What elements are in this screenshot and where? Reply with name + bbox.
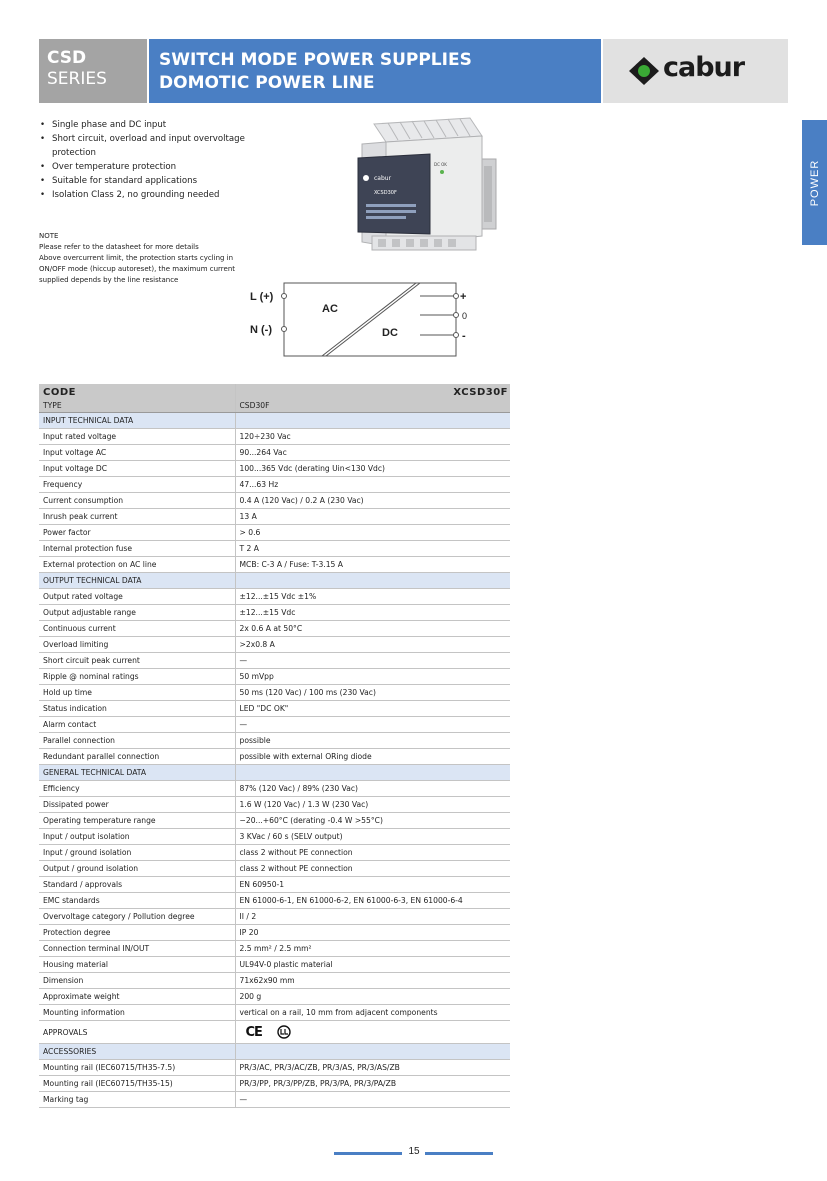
table-row (39, 589, 510, 605)
table-row (39, 989, 510, 1005)
row-value: possible (235, 733, 510, 749)
table-row (39, 733, 510, 749)
row-value: ±12...±15 Vdc ±1% (235, 589, 510, 605)
spec-table (39, 384, 510, 1108)
row-value: — (235, 717, 510, 733)
section-title: INPUT TECHNICAL DATA (39, 413, 235, 429)
table-row (39, 781, 510, 797)
approvals-row (39, 1021, 510, 1044)
table-row (39, 1005, 510, 1021)
table-row (39, 669, 510, 685)
table-row (39, 685, 510, 701)
row-label: Power factor (39, 525, 235, 541)
row-label: EMC standards (39, 893, 235, 909)
row-label: Overload limiting (39, 637, 235, 653)
row-value: ±12...±15 Vdc (235, 605, 510, 621)
section-title: OUTPUT TECHNICAL DATA (39, 573, 235, 589)
table-row (39, 813, 510, 829)
row-label: Status indication (39, 701, 235, 717)
row-label: Output adjustable range (39, 605, 235, 621)
row-label: Inrush peak current (39, 509, 235, 525)
schematic-ac-label: AC (322, 303, 338, 315)
table-row (39, 477, 510, 493)
wiring-schematic (244, 280, 474, 364)
row-value: T 2 A (235, 541, 510, 557)
section-spacer (235, 413, 510, 429)
cabur-logo-icon (627, 55, 661, 87)
row-value: 47...63 Hz (235, 477, 510, 493)
table-row (39, 509, 510, 525)
schematic-n-label: N (-) (250, 324, 272, 336)
row-value: class 2 without PE connection (235, 845, 510, 861)
row-label: Input voltage DC (39, 461, 235, 477)
row-value: — (235, 1092, 510, 1108)
section-spacer (235, 765, 510, 781)
row-label: Ripple @ nominal ratings (39, 669, 235, 685)
schematic-dc-label: DC (382, 327, 398, 339)
section-row-accessories (39, 1044, 510, 1060)
note-block (39, 231, 249, 286)
row-label: Output / ground isolation (39, 861, 235, 877)
row-label: Input / ground isolation (39, 845, 235, 861)
row-label: Dimension (39, 973, 235, 989)
row-value: UL94V-0 plastic material (235, 957, 510, 973)
table-row (39, 621, 510, 637)
table-row (39, 605, 510, 621)
table-row (39, 845, 510, 861)
section-spacer (235, 573, 510, 589)
type-label: TYPE (43, 401, 62, 410)
table-row (39, 973, 510, 989)
row-value: EN 60950-1 (235, 877, 510, 893)
row-label: Dissipated power (39, 797, 235, 813)
table-row (39, 749, 510, 765)
row-value: possible with external ORing diode (235, 749, 510, 765)
row-label: Parallel connection (39, 733, 235, 749)
product-photo (352, 114, 502, 264)
row-value: EN 61000-6-1, EN 61000-6-2, EN 61000-6-3, EN 61000-6-4 (235, 893, 510, 909)
table-row (39, 557, 510, 573)
table-row (39, 909, 510, 925)
row-value: 100...365 Vdc (derating Uin<130 Vdc) (235, 461, 510, 477)
photo-brand: cabur (374, 175, 392, 182)
section-title: ACCESSORIES (39, 1044, 235, 1060)
section-row-output (39, 573, 510, 589)
photo-status-label: DC OK (434, 162, 447, 167)
row-label: Input rated voltage (39, 429, 235, 445)
row-label: Short circuit peak current (39, 653, 235, 669)
code-value: XCSD30F (453, 387, 508, 398)
table-row (39, 877, 510, 893)
row-value: 50 ms (120 Vac) / 100 ms (230 Vac) (235, 685, 510, 701)
code-type-value-cell (235, 384, 510, 413)
page-title (149, 39, 601, 103)
code-label: CODE (43, 387, 76, 398)
row-label: Mounting information (39, 1005, 235, 1021)
row-value: vertical on a rail, 10 mm from adjacent components (235, 1005, 510, 1021)
row-label: Current consumption (39, 493, 235, 509)
section-row-input (39, 413, 510, 429)
row-value: IP 20 (235, 925, 510, 941)
feature-item: • Suitable for standard applications (39, 174, 249, 188)
row-value: 90...264 Vac (235, 445, 510, 461)
table-row (39, 445, 510, 461)
row-label: Operating temperature range (39, 813, 235, 829)
row-label: Continuous current (39, 621, 235, 637)
table-row (39, 829, 510, 845)
table-row (39, 525, 510, 541)
table-row (39, 461, 510, 477)
row-label: Protection degree (39, 925, 235, 941)
row-label: Mounting rail (IEC60715/TH35-7.5) (39, 1060, 235, 1076)
row-label: Mounting rail (IEC60715/TH35-15) (39, 1076, 235, 1092)
table-header-row (39, 384, 510, 413)
row-label: Overvoltage category / Pollution degree (39, 909, 235, 925)
note-line: Above overcurrent limit, the protection starts cycling in (39, 254, 234, 262)
feature-item: • Over temperature protection (39, 160, 249, 174)
row-value: > 0.6 (235, 525, 510, 541)
series-word: SERIES (47, 69, 107, 89)
approvals-icons-cell (235, 1021, 510, 1044)
row-value: 13 A (235, 509, 510, 525)
section-spacer (235, 1044, 510, 1060)
table-row (39, 493, 510, 509)
table-row (39, 429, 510, 445)
row-value: 0.4 A (120 Vac) / 0.2 A (230 Vac) (235, 493, 510, 509)
footer-rule-left (334, 1152, 402, 1155)
row-value: — (235, 653, 510, 669)
section-title: GENERAL TECHNICAL DATA (39, 765, 235, 781)
schematic-l-label: L (+) (250, 291, 274, 303)
series-code: CSD (47, 48, 87, 68)
feature-item: • Isolation Class 2, no grounding needed (39, 188, 249, 202)
logo-text: cabur (663, 52, 745, 83)
table-row (39, 541, 510, 557)
note-line: Please refer to the datasheet for more details (39, 243, 199, 251)
row-label: External protection on AC line (39, 557, 235, 573)
table-row (39, 717, 510, 733)
row-value: class 2 without PE connection (235, 861, 510, 877)
table-row (39, 1092, 510, 1108)
table-row (39, 1060, 510, 1076)
schematic-minus-label: - (462, 330, 466, 342)
row-label: Housing material (39, 957, 235, 973)
row-value: II / 2 (235, 909, 510, 925)
table-row (39, 1076, 510, 1092)
row-label: Redundant parallel connection (39, 749, 235, 765)
feature-list (39, 118, 249, 202)
row-label: Efficiency (39, 781, 235, 797)
type-value: CSD30F (239, 401, 270, 410)
row-label: Alarm contact (39, 717, 235, 733)
section-row-general (39, 765, 510, 781)
row-value: PR/3/AC, PR/3/AC/ZB, PR/3/AS, PR/3/AS/ZB (235, 1060, 510, 1076)
page-number: 15 (408, 1146, 420, 1157)
note-line: ON/OFF mode (hiccup autoreset), the maximum current (39, 265, 236, 273)
schematic-plus-label: + (460, 291, 467, 303)
footer-rule-right (425, 1152, 493, 1155)
approvals-label: APPROVALS (39, 1021, 235, 1044)
row-label: Standard / approvals (39, 877, 235, 893)
row-value: 200 g (235, 989, 510, 1005)
table-row (39, 861, 510, 877)
side-tab-power[interactable] (802, 120, 827, 245)
table-row (39, 893, 510, 909)
ul-listed-icon (276, 1025, 292, 1039)
note-title: NOTE (39, 232, 59, 240)
row-label: Marking tag (39, 1092, 235, 1108)
row-label: Connection terminal IN/OUT (39, 941, 235, 957)
row-value: 2x 0.6 A at 50°C (235, 621, 510, 637)
row-value: 2.5 mm² / 2.5 mm² (235, 941, 510, 957)
row-value: 120÷230 Vac (235, 429, 510, 445)
row-value: 87% (120 Vac) / 89% (230 Vac) (235, 781, 510, 797)
row-value: >2x0.8 A (235, 637, 510, 653)
table-row (39, 653, 510, 669)
row-value: LED "DC OK" (235, 701, 510, 717)
schematic-zero-label: 0 (462, 311, 468, 321)
row-label: Hold up time (39, 685, 235, 701)
table-row (39, 925, 510, 941)
note-line: supplied depends by the line resistance (39, 276, 179, 284)
row-value: PR/3/PP, PR/3/PP/ZB, PR/3/PA, PR/3/PA/ZB (235, 1076, 510, 1092)
table-row (39, 941, 510, 957)
row-value: 3 KVac / 60 s (SELV output) (235, 829, 510, 845)
row-label: Input voltage AC (39, 445, 235, 461)
row-label: Internal protection fuse (39, 541, 235, 557)
side-tab-label: POWER (808, 159, 821, 206)
series-block (39, 39, 147, 103)
photo-model: XCSD30F (374, 190, 397, 196)
title-line-1: SWITCH MODE POWER SUPPLIES (159, 50, 472, 70)
table-row (39, 637, 510, 653)
feature-item: • Single phase and DC input (39, 118, 249, 132)
row-value: 71x62x90 mm (235, 973, 510, 989)
row-value: −20...+60°C (derating -0.4 W >55°C) (235, 813, 510, 829)
title-line-2: DOMOTIC POWER LINE (159, 73, 375, 93)
brand-logo (603, 39, 788, 103)
ce-mark-icon: CE (245, 1024, 262, 1040)
code-type-cell (39, 384, 235, 413)
table-row (39, 957, 510, 973)
row-value: MCB: C-3 A / Fuse: T-3.15 A (235, 557, 510, 573)
feature-item: • Short circuit, overload and input overvoltage protection (39, 132, 249, 160)
row-label: Frequency (39, 477, 235, 493)
row-label: Input / output isolation (39, 829, 235, 845)
row-label: Approximate weight (39, 989, 235, 1005)
row-value: 1.6 W (120 Vac) / 1.3 W (230 Vac) (235, 797, 510, 813)
table-row (39, 701, 510, 717)
row-label: Output rated voltage (39, 589, 235, 605)
table-row (39, 797, 510, 813)
row-value: 50 mVpp (235, 669, 510, 685)
